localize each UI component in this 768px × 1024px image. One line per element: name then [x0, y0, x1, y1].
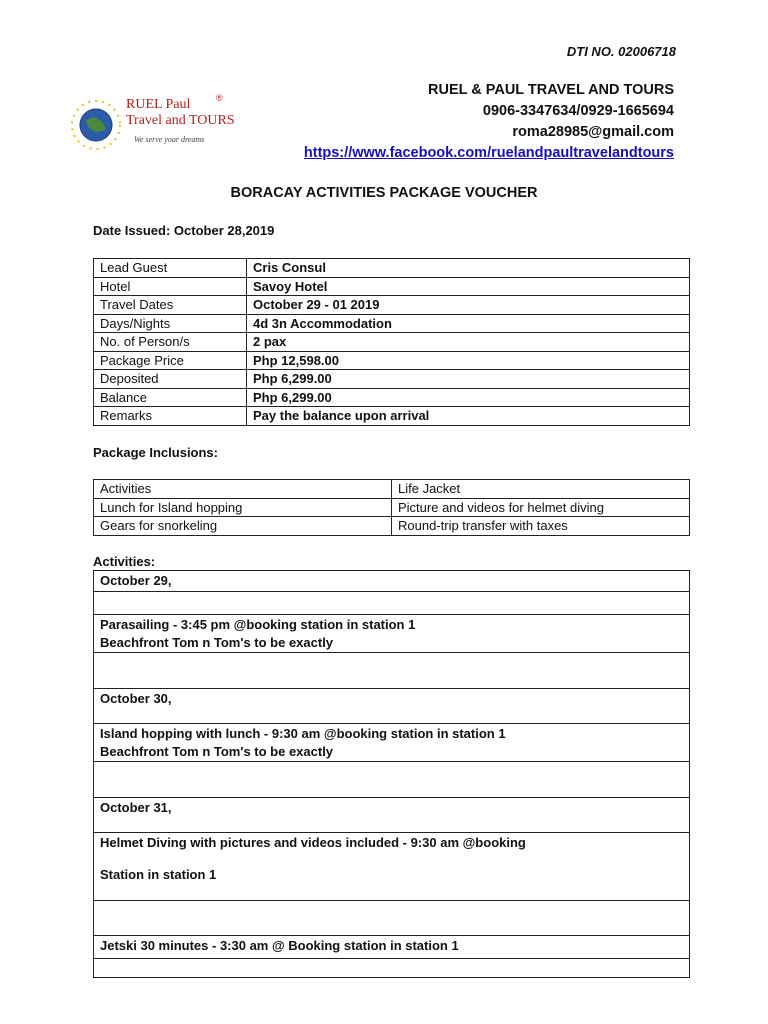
- info-row: [94, 259, 690, 278]
- logo-registered: ®: [216, 93, 223, 103]
- activity-cell: [94, 936, 690, 959]
- company-logo: [66, 93, 235, 157]
- facebook-link[interactable]: https://www.facebook.com/ruelandpaultravelandtours: [303, 145, 674, 161]
- company-info: [304, 80, 674, 164]
- activity-cell: [94, 959, 690, 978]
- activity-line: October 29,: [100, 573, 172, 588]
- activity-row: [94, 901, 690, 936]
- info-row: [94, 370, 690, 389]
- info-row: [94, 351, 690, 370]
- info-value: Php 6,299.00: [247, 388, 690, 407]
- inclusion-row: [94, 517, 690, 536]
- info-value: Php 6,299.00: [247, 370, 690, 389]
- logo-tagline: We serve your dreams: [134, 135, 205, 144]
- info-row: [94, 314, 690, 333]
- activity-line: Parasailing - 3:45 pm @booking station in station 1: [100, 617, 416, 632]
- activity-row: [94, 833, 690, 901]
- activities-heading: Activities:: [93, 554, 156, 569]
- activity-cell: [94, 724, 690, 762]
- info-value: Pay the balance upon arrival: [247, 407, 690, 426]
- info-row: [94, 296, 690, 315]
- inclusion-row: [94, 498, 690, 517]
- activity-line: Helmet Diving with pictures and videos included - 9:30 am @booking: [100, 835, 526, 850]
- activity-cell: [94, 901, 690, 936]
- info-value: 4d 3n Accommodation: [247, 314, 690, 333]
- info-row: [94, 407, 690, 426]
- guest-info-table: [93, 258, 690, 426]
- activity-cell: [94, 653, 690, 689]
- company-phones: 0906-3347634/0929-1665694: [482, 103, 674, 119]
- activity-row: [94, 571, 690, 592]
- company-email: roma28985@gmail.com: [512, 124, 674, 140]
- company-name: RUEL & PAUL TRAVEL AND TOURS: [428, 82, 674, 98]
- activity-cell: [94, 689, 690, 724]
- activity-cell: [94, 762, 690, 798]
- inclusion-cell: Gears for snorkeling: [94, 517, 392, 536]
- activity-row: [94, 592, 690, 615]
- activity-line: Beachfront Tom n Tom's to be exactly: [100, 743, 334, 759]
- info-label: Balance: [94, 388, 247, 407]
- dti-number: DTI NO. 02006718: [566, 44, 676, 59]
- activity-cell: [94, 798, 690, 833]
- info-value: Cris Consul: [247, 259, 690, 278]
- info-label: Package Price: [94, 351, 247, 370]
- activity-row: [94, 798, 690, 833]
- inclusions-heading: Package Inclusions:: [93, 445, 218, 460]
- activity-cell: [94, 571, 690, 592]
- activity-line: [100, 852, 683, 866]
- info-row: [94, 388, 690, 407]
- activity-line: October 31,: [100, 800, 172, 815]
- activity-row: [94, 762, 690, 798]
- globe-logo-icon: [70, 99, 122, 151]
- info-value: Php 12,598.00: [247, 351, 690, 370]
- inclusion-cell: Picture and videos for helmet diving: [392, 498, 690, 517]
- info-label: No. of Person/s: [94, 333, 247, 352]
- info-label: Travel Dates: [94, 296, 247, 315]
- info-label: Lead Guest: [94, 259, 247, 278]
- date-issued: Date Issued: October 28,2019: [93, 223, 275, 238]
- activities-table: [93, 570, 690, 978]
- inclusions-table: [93, 479, 690, 536]
- activity-line: Island hopping with lunch - 9:30 am @booking station in station 1: [100, 726, 506, 741]
- activity-cell: [94, 592, 690, 615]
- activity-line: Station in station 1: [100, 866, 217, 882]
- activity-row: [94, 959, 690, 978]
- activity-cell: [94, 615, 690, 653]
- activity-line: Beachfront Tom n Tom's to be exactly: [100, 634, 334, 650]
- info-row: [94, 333, 690, 352]
- info-label: Days/Nights: [94, 314, 247, 333]
- info-label: Deposited: [94, 370, 247, 389]
- activity-row: [94, 689, 690, 724]
- activity-line: October 30,: [100, 691, 172, 706]
- activity-row: [94, 936, 690, 959]
- info-value: 2 pax: [247, 333, 690, 352]
- activity-row: [94, 724, 690, 762]
- inclusion-row: [94, 480, 690, 499]
- activity-cell: [94, 833, 690, 901]
- activity-row: [94, 653, 690, 689]
- logo-line2: Travel and TOURS: [126, 113, 235, 128]
- inclusion-cell: Lunch for Island hopping: [94, 498, 392, 517]
- info-value: October 29 - 01 2019: [247, 296, 690, 315]
- inclusion-cell: Round-trip transfer with taxes: [392, 517, 690, 536]
- activity-row: [94, 615, 690, 653]
- inclusion-cell: Activities: [94, 480, 392, 499]
- info-row: [94, 277, 690, 296]
- info-value: Savoy Hotel: [247, 277, 690, 296]
- activity-line: Jetski 30 minutes - 3:30 am @ Booking station in station 1: [100, 938, 459, 953]
- info-label: Hotel: [94, 277, 247, 296]
- info-label: Remarks: [94, 407, 247, 426]
- logo-line1: RUEL Paul: [126, 97, 191, 112]
- document-title: BORACAY ACTIVITIES PACKAGE VOUCHER: [230, 185, 538, 201]
- inclusion-cell: Life Jacket: [392, 480, 690, 499]
